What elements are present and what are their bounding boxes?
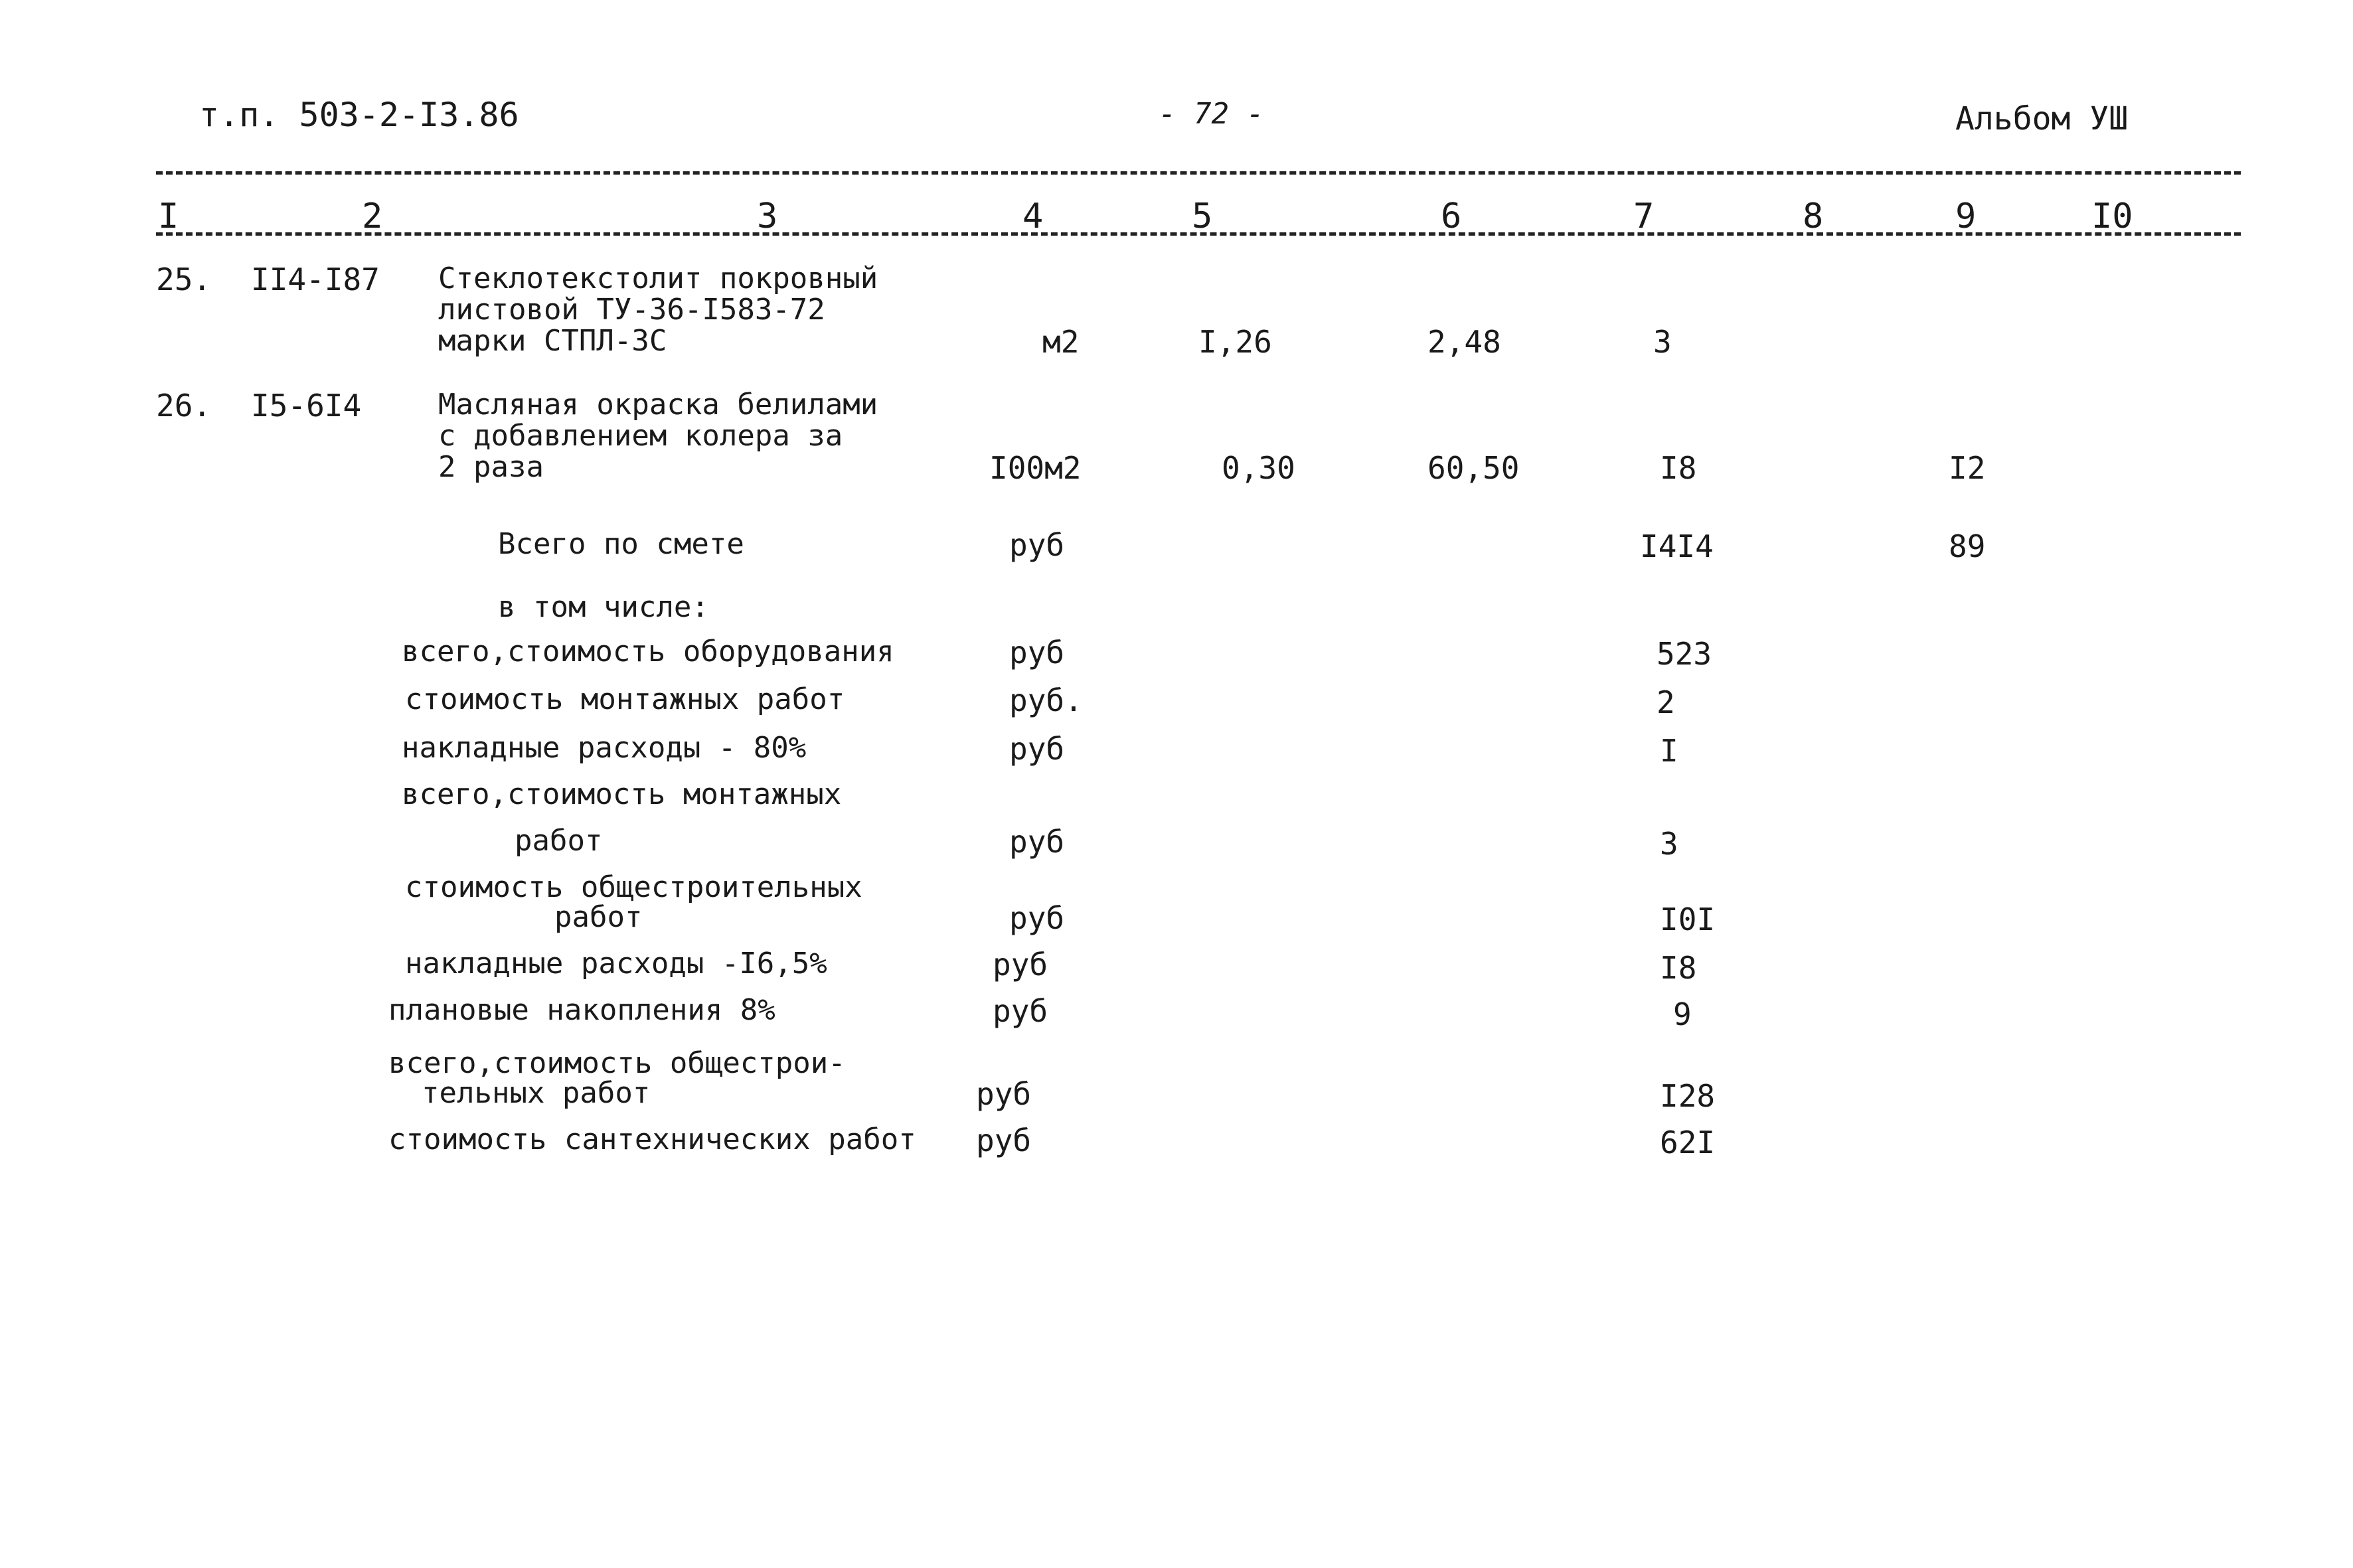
summary-item-unit: руб	[976, 1123, 1032, 1158]
summary-item-value: 9	[1673, 996, 1692, 1032]
header-divider	[156, 171, 2241, 175]
summary-item-value: 3	[1660, 826, 1678, 862]
summary-item-unit: руб	[993, 993, 1048, 1029]
summary-item-unit: руб	[1009, 731, 1065, 767]
document-code: т.п. 503-2-I3.86	[199, 96, 519, 134]
row-price: 60,50	[1427, 450, 1520, 486]
row-name-line: марки СТПЛ-3С	[438, 324, 667, 358]
summary-total-label: Всего по смете	[498, 527, 744, 561]
summary-item-label: накладные расходы - 80%	[402, 731, 807, 765]
column-number: 2	[362, 196, 383, 236]
summary-item-unit: руб	[1009, 635, 1065, 670]
row-price: 2,48	[1427, 324, 1501, 360]
row-number: 25.	[156, 262, 212, 297]
summary-item-value: I0I	[1660, 902, 1716, 937]
row-number: 26.	[156, 388, 212, 424]
summary-item-value: 2	[1657, 684, 1675, 720]
row-code: I5-6I4	[251, 388, 362, 424]
row-name-line: с добавлением колера за	[438, 419, 843, 453]
column-number: 8	[1803, 196, 1824, 236]
including-label: в том числе:	[498, 590, 709, 624]
summary-item-label: тельных работ	[422, 1076, 651, 1110]
summary-item-label: всего,стоимость оборудования	[402, 635, 894, 668]
row-name-line: листовой ТУ-36-I583-72	[438, 293, 825, 327]
row-total: 3	[1653, 324, 1672, 360]
summary-item-value: 523	[1657, 636, 1712, 672]
column-number: 7	[1633, 196, 1655, 236]
summary-item-unit: руб	[976, 1076, 1032, 1112]
summary-item-value: 62I	[1660, 1125, 1716, 1160]
summary-item-value: I28	[1660, 1078, 1716, 1114]
summary-item-label: плановые накопления 8%	[388, 993, 775, 1027]
column-number: 4	[1022, 196, 1044, 236]
row-unit: м2	[1042, 324, 1080, 360]
row-name-line: Стеклотекстолит покровный	[438, 262, 878, 295]
summary-item-unit: руб.	[1009, 682, 1083, 718]
column-number: I	[158, 196, 179, 236]
summary-item-value: I	[1660, 733, 1678, 769]
summary-item-label: накладные расходы -I6,5%	[405, 947, 827, 980]
row-col9: I2	[1949, 450, 1986, 486]
summary-total-col9: 89	[1949, 528, 1986, 564]
summary-total-unit: руб	[1009, 527, 1065, 563]
row-total: I8	[1660, 450, 1697, 486]
summary-item-label: стоимость сантехнических работ	[388, 1123, 916, 1156]
column-number: 3	[757, 196, 778, 236]
summary-item-unit: руб	[1009, 824, 1065, 860]
column-number: I0	[2091, 196, 2133, 236]
row-name-line: Масляная окраска белилами	[438, 388, 878, 422]
summary-item-unit: руб	[1009, 900, 1065, 936]
summary-item-value: I8	[1660, 950, 1697, 986]
row-unit: I00м2	[989, 450, 1082, 486]
row-code: II4-I87	[251, 262, 380, 297]
page-number: - 72 -	[1159, 97, 1264, 131]
summary-item-unit: руб	[993, 947, 1048, 982]
column-divider	[156, 232, 2241, 236]
column-number: 6	[1441, 196, 1462, 236]
album-label: Альбом УШ	[1955, 100, 2129, 137]
summary-item-label: всего,стоимость монтажных	[402, 777, 842, 811]
row-quantity: 0,30	[1222, 450, 1295, 486]
summary-item-label: работ	[554, 900, 643, 934]
summary-total-value: I4I4	[1640, 528, 1714, 564]
summary-item-label: стоимость общестроительных	[405, 870, 862, 904]
row-name-line: 2 раза	[438, 450, 544, 484]
row-quantity: I,26	[1198, 324, 1272, 360]
summary-item-label: работ	[515, 824, 603, 858]
column-number: 5	[1192, 196, 1213, 236]
column-number: 9	[1955, 196, 1977, 236]
summary-item-label: стоимость монтажных работ	[405, 682, 845, 716]
summary-item-label: всего,стоимость общестрои-	[388, 1046, 846, 1080]
